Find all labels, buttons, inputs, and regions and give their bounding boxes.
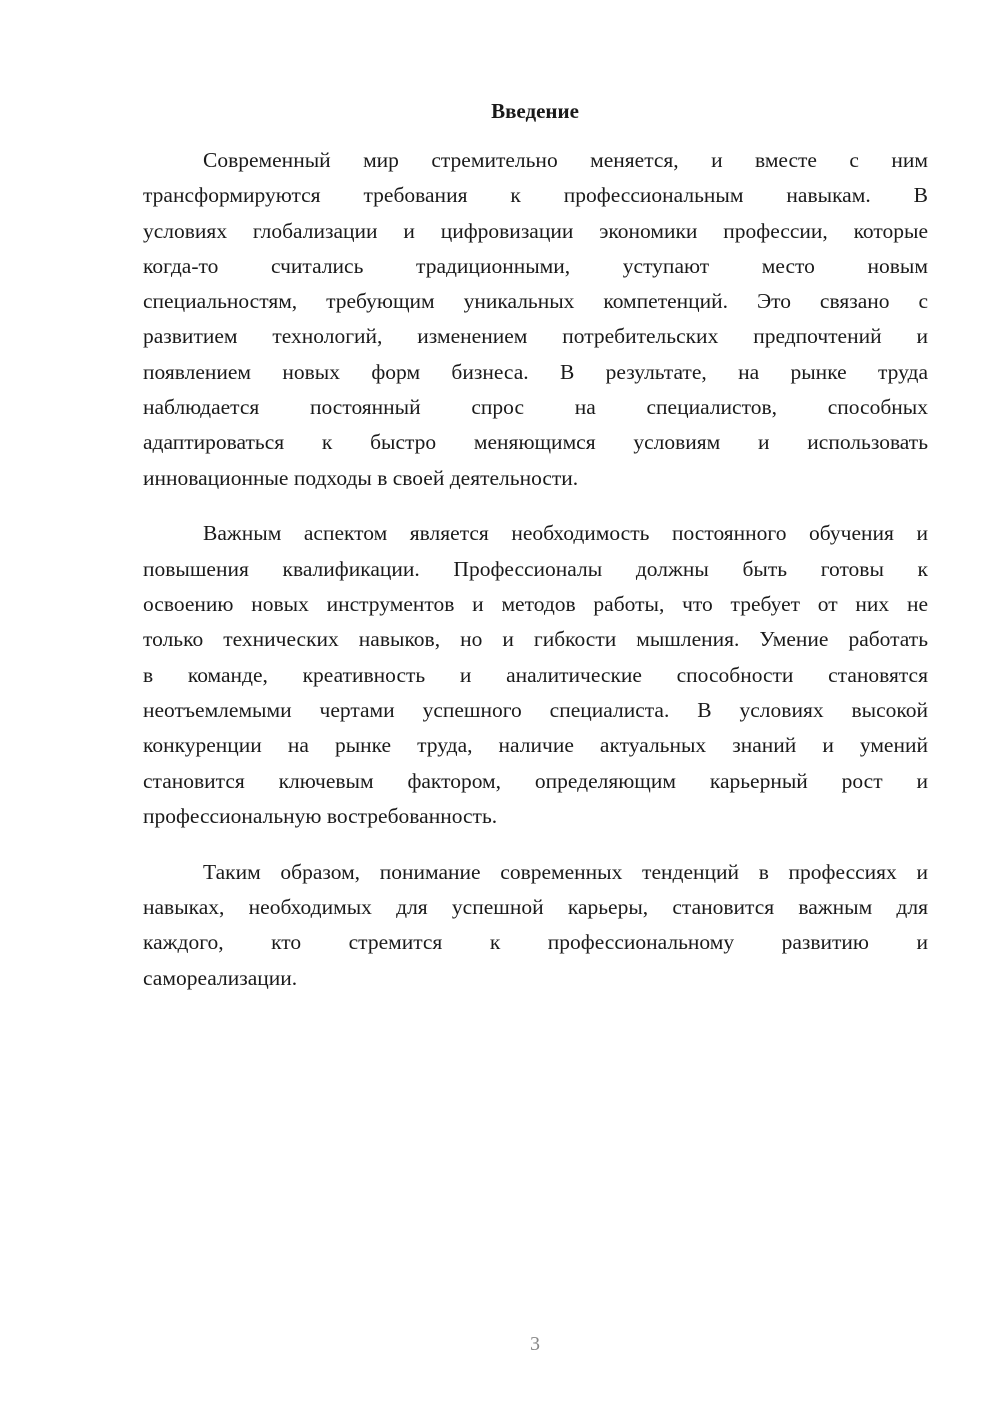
text-line: становится ключевым фактором, определяющим карьерный рост и: [143, 768, 928, 793]
text-line: неотъемлемыми чертами успешного специалиста. В условиях высокой: [143, 697, 928, 722]
text-line: развитием технологий, изменением потребительских предпочтений и: [143, 324, 928, 349]
text-line: условиях глобализации и цифровизации экономики профессии, которые: [143, 218, 928, 243]
text-line: инновационные подходы в своей деятельности.: [143, 465, 579, 490]
section-title: Введение: [491, 99, 579, 123]
text-line: конкуренции на рынке труда, наличие актуальных знаний и умений: [143, 733, 928, 758]
text-line: освоению новых инструментов и методов работы, что требует от них не: [143, 592, 928, 617]
text-line: Таким образом, понимание современных тенденций в профессиях и: [203, 859, 928, 884]
text-line: наблюдается постоянный спрос на специалистов, способных: [143, 395, 928, 420]
document-body: [143, 143, 928, 1016]
text-line: Важным аспектом является необходимость постоянного обучения и: [203, 521, 928, 546]
text-line: профессиональную востребованность.: [143, 803, 498, 828]
paragraph: [143, 516, 928, 834]
text-line: только технических навыков, но и гибкости мышления. Умение работать: [143, 627, 928, 652]
text-line: каждого, кто стремится к профессиональному развитию и: [143, 930, 928, 955]
text-line: появлением новых форм бизнеса. В результате, на рынке труда: [143, 359, 928, 384]
paragraph: [143, 143, 928, 496]
text-line: специальностям, требующим уникальных компетенций. Это связано с: [143, 289, 928, 314]
paragraph: [143, 855, 928, 996]
page-number: 3: [530, 1333, 540, 1355]
text-line: навыках, необходимых для успешной карьеры, становится важным для: [143, 894, 928, 919]
text-line: самореализации.: [143, 965, 298, 990]
text-line: когда-то считались традиционными, уступают место новым: [143, 253, 928, 278]
text-line: Современный мир стремительно меняется, и вместе с ним: [203, 148, 928, 172]
text-line: в команде, креативность и аналитические способности становятся: [143, 662, 928, 687]
text-line: адаптироваться к быстро меняющимся условиям и использовать: [143, 430, 928, 455]
text-line: трансформируются требования к профессиональным навыкам. В: [143, 183, 928, 208]
text-line: повышения квалификации. Профессионалы должны быть готовы к: [143, 556, 928, 581]
